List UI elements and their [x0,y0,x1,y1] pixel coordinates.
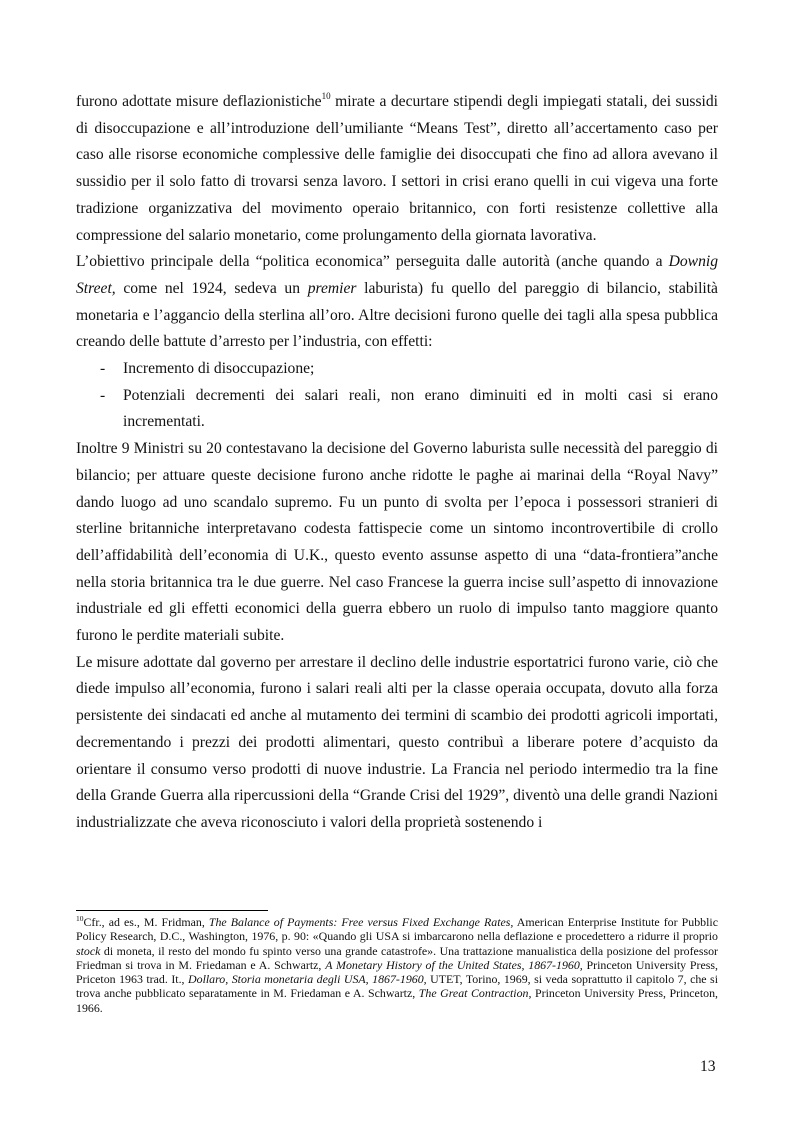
paragraph-2: L’obiettivo principale della “politica economica” perseguita dalle autorità (anche quando a Downig Street, come nel 1924, sedeva un premier laburista) fu quello del pareggio di bilancio, stabilità monetaria e l’aggancio della sterlina all’oro. Altre decisioni furono quelle dei tagli alla spesa pubblica creando delle battute d’arresto per l’industria, con effetti: [76,253,718,351]
list-item: - Incremento di disoccupazione; [76,356,718,383]
body-text [76,89,718,837]
list-dash: - [100,386,106,404]
paragraph-3: Inoltre 9 Ministri su 20 contestavano la decisione del Governo laburista sulle necessità del pareggio di bilancio; per attuare queste decisione furono anche ridotte le paghe ai marinai della “Royal Navy” dando luogo ad uno scandalo supremo. Fu un punto di svolta per l’epoca i possessori stranieri di sterline britanniche interpretavano codesta fattispecie come un sintomo incontrovertibile di crollo dell’affidabilità dell’economia di U.K., questo evento assunse aspetto di una “data-frontiera”anche nella storia britannica tra le due guerre. Nel caso Francese la guerra incise sull’aspetto di innovazione industriale ed gli effetti economici della guerra ebbero un ruolo di impulso tanto maggiore quanto furono le perdite materiali subite. [76,440,718,645]
list-item: - Potenziali decrementi dei salari reali, non erano diminuiti ed in molti casi si erano incrementati. [76,383,718,436]
effects-list [76,356,718,436]
footnote-reference[interactable]: 10 [321,91,331,101]
footnote-10: $^{10}$Cfr., ad es., M. Fridman, The Balance of Payments: Free versus Fixed Exchange Rates, American Enterprise Institute for Pubblic Policy Research, D.C., Washington, 1976, p. 90: «Quando gli USA si imbarcarono nella deflazione e procedettero a ridurre il proprio stock di moneta, il resto del mondo fu spinto verso una grande catastrofe». Una trattazione manualistica della posizione del professor Friedman si trova in M. Friedaman e A. Schwartz, A Monetary History of the United States, 1867-1960, Princeton University Press, Priceton 1963 trad. It., Dollaro, Storia monetaria degli USA, 1867-1960, UTET, Torino, 1969, si veda soprattutto il capitolo 7, che si trova anche pubblicato separatamente in M. Friedaman e A. Schwartz, The Great Contraction, Princeton University Press, Princeton, 1966. [76,914,718,1015]
footnote-number: 10 [76,914,84,923]
list-dash: - [100,360,106,378]
paragraph-1: furono adottate misure deflazionistiche$^{10}$ mirate a decurtare stipendi degli impiegati statali, dei sussidi di disoccupazione e all’introduzione dell’umiliante “Means Test”, diretto all’accertamento caso per caso alle risorse economiche complessive delle famiglie dei disoccupati che fino ad allora avevano il sussidio per il solo fatto di trovarsi senza lavoro. I settori in crisi erano quelli in cui vigeva una forte tradizione organizzativa del movimento operaio britannico, con forti resistenze collettive alla compressione del salario monetario, come prolungamento della giornata lavorativa. [76,91,718,244]
paragraph-4: Le misure adottate dal governo per arrestare il declino delle industrie esportatrici furono varie, ciò che diede impulso all’economia, furono i salari reali alti per la classe operaia occupata, dovuto alla forza persistente dei sindacati ed anche al mutamento dei termini di scambio dei prodotti agricoli importati, decrementando i prezzi dei prodotti alimentari, questo contribuì a liberare potere d’acquisto da orientare il consumo verso prodotti di nuove industrie. La Francia nel periodo intermedio tra la fine della Grande Guerra alla ripercussioni della “Grande Crisi del 1929”, diventò una delle grandi Nazioni industrializzate che aveva riconosciuto i valori della proprietà sostenendo i [76,653,718,831]
page-number: 13 [700,1058,716,1075]
footnote-separator [76,910,268,911]
